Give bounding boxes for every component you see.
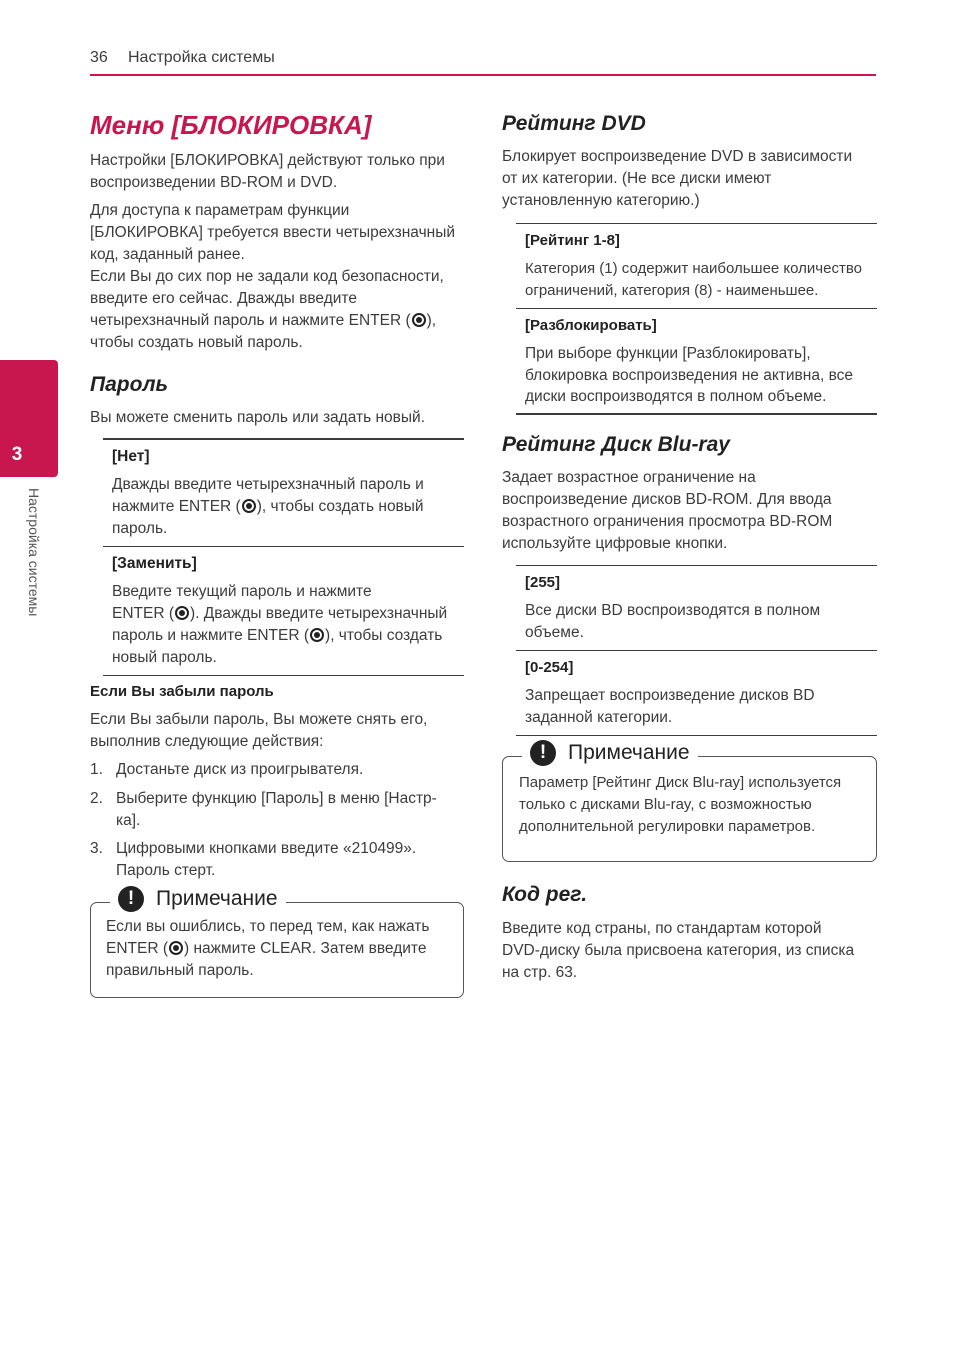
note-title: Примечание bbox=[568, 741, 690, 764]
enter-button-icon bbox=[242, 499, 256, 513]
table-row-rule bbox=[103, 546, 464, 547]
region-desc: DVD-диску была присвоена категория, из списка bbox=[502, 942, 855, 959]
bluray-desc: Задает возрастное ограничение на bbox=[502, 469, 756, 486]
option-change-desc: Введите текущий пароль и нажмите bbox=[112, 583, 372, 600]
intro-line bbox=[90, 310, 436, 332]
note-text bbox=[106, 938, 426, 960]
rating-label: [Рейтинг 1-8] bbox=[525, 232, 620, 249]
unlock-desc: При выборе функции [Разблокировать], bbox=[525, 345, 811, 362]
enter-button-icon bbox=[175, 606, 189, 620]
rating-desc: ограничений, категория (8) - наименьшее. bbox=[525, 282, 819, 299]
chapter-number: 3 bbox=[11, 444, 23, 465]
text-fragment: нажмите ENTER ( bbox=[112, 498, 241, 515]
password-desc: Вы можете сменить пароль или задать новый. bbox=[90, 409, 425, 426]
unlock-desc: диски воспроизводятся в полном объеме. bbox=[525, 388, 827, 405]
table-top-rule bbox=[103, 438, 464, 440]
bluray-desc: используйте цифровые кнопки. bbox=[502, 535, 728, 552]
r0254-desc: заданной категории. bbox=[525, 709, 673, 726]
option-none-desc bbox=[112, 496, 424, 518]
text-fragment: ), bbox=[426, 312, 437, 329]
header-rule bbox=[90, 74, 876, 76]
bluray-desc: возрастного ограничения просмотра BD-ROM bbox=[502, 513, 833, 530]
note-header bbox=[110, 885, 286, 913]
table-bottom-rule bbox=[103, 675, 464, 676]
exclamation-icon: ! bbox=[530, 740, 556, 766]
intro-line: Если Вы до сих пор не задали код безопасности, bbox=[90, 268, 444, 285]
unlock-label: [Разблокировать] bbox=[525, 317, 657, 334]
dvd-desc: Блокирует воспроизведение DVD в зависимости bbox=[502, 148, 853, 165]
text-fragment: пароль и нажмите ENTER ( bbox=[112, 627, 310, 644]
intro-line: воспроизведении BD-ROM и DVD. bbox=[90, 174, 338, 191]
table-top-rule bbox=[516, 565, 877, 566]
dvd-desc: установленную категорию.) bbox=[502, 192, 700, 209]
intro-line: код, заданный ранее. bbox=[90, 246, 245, 263]
enter-button-icon bbox=[310, 628, 324, 642]
table-top-rule bbox=[516, 223, 877, 224]
r0254-desc: Запрещает воспроизведение дисков BD bbox=[525, 687, 815, 704]
option-none-desc: пароль. bbox=[112, 520, 168, 537]
note-text: только с дисками Blu-ray, с возможностью bbox=[519, 796, 812, 813]
text-fragment: ENTER ( bbox=[106, 940, 168, 957]
enter-button-icon bbox=[169, 941, 183, 955]
option-change-label: [Заменить] bbox=[112, 555, 197, 572]
chapter-label: Настройка системы bbox=[26, 488, 42, 617]
table-row-rule bbox=[516, 308, 877, 309]
option-change-desc: новый пароль. bbox=[112, 649, 217, 666]
enter-button-icon bbox=[412, 313, 426, 327]
note-text: правильный пароль. bbox=[106, 962, 254, 979]
page-number: 36 bbox=[90, 49, 108, 66]
bluray-rating-heading: Рейтинг Диск Blu-ray bbox=[502, 433, 730, 456]
note-text: Если вы ошиблись, то перед тем, как нажать bbox=[106, 918, 430, 935]
forgot-heading: Если Вы забыли пароль bbox=[90, 683, 274, 700]
text-fragment: четырехзначный пароль и нажмите ENTER ( bbox=[90, 312, 411, 329]
intro-line: Настройки [БЛОКИРОВКА] действуют только при bbox=[90, 152, 445, 169]
intro-line: чтобы создать новый пароль. bbox=[90, 334, 303, 351]
table-row-rule bbox=[516, 650, 877, 651]
dvd-rating-heading: Рейтинг DVD bbox=[502, 112, 646, 135]
unlock-desc: блокировка воспроизведения не активна, все bbox=[525, 367, 854, 384]
bluray-desc: воспроизведение дисков BD-ROM. Для ввода bbox=[502, 491, 832, 508]
dvd-desc: от их категории. (Не все диски имеют bbox=[502, 170, 772, 187]
intro-line: введите его сейчас. Дважды введите bbox=[90, 290, 357, 307]
text-fragment: ENTER ( bbox=[112, 605, 174, 622]
table-bottom-rule bbox=[516, 735, 877, 736]
intro-line: Для доступа к параметрам функции bbox=[90, 202, 350, 219]
exclamation-icon: ! bbox=[118, 886, 144, 912]
r255-desc: объеме. bbox=[525, 624, 584, 641]
text-fragment: ) нажмите CLEAR. Затем введите bbox=[184, 940, 427, 957]
page-title: Меню [БЛОКИРОВКА] bbox=[90, 110, 372, 140]
forgot-desc: Если Вы забыли пароль, Вы можете снять его, bbox=[90, 711, 428, 728]
forgot-desc: выполнив следующие действия: bbox=[90, 733, 324, 750]
rating-desc: Категория (1) содержит наибольшее количество bbox=[525, 260, 862, 277]
r255-label: [255] bbox=[525, 574, 561, 591]
region-desc: на стр. 63. bbox=[502, 964, 578, 981]
intro-line: [БЛОКИРОВКА] требуется ввести четырехзначный bbox=[90, 224, 456, 241]
table-bottom-rule bbox=[516, 413, 877, 415]
option-none-desc: Дважды введите четырехзначный пароль и bbox=[112, 476, 424, 493]
step-number: 3. bbox=[90, 840, 103, 857]
note-text: дополнительной регулировки параметров. bbox=[519, 818, 816, 835]
step-number: 1. bbox=[90, 761, 103, 778]
option-none-label: [Нет] bbox=[112, 448, 150, 465]
note-header bbox=[522, 739, 698, 767]
step-text: ка]. bbox=[116, 812, 141, 829]
text-fragment: ). Дважды введите четырехзначный bbox=[190, 605, 448, 622]
step-text: Пароль стерт. bbox=[116, 862, 216, 879]
text-fragment: ), чтобы создать новый bbox=[256, 498, 424, 515]
password-heading: Пароль bbox=[90, 373, 168, 396]
r255-desc: Все диски BD воспроизводятся в полном bbox=[525, 602, 821, 619]
note-title: Примечание bbox=[156, 887, 278, 910]
step-text: Цифровыми кнопками введите «210499». bbox=[116, 840, 417, 857]
text-fragment: ), чтобы создать bbox=[325, 627, 443, 644]
r0254-label: [0-254] bbox=[525, 659, 574, 676]
option-change-desc bbox=[112, 603, 447, 625]
option-change-desc bbox=[112, 625, 442, 647]
step-text: Выберите функцию [Пароль] в меню [Настр- bbox=[116, 790, 437, 807]
step-number: 2. bbox=[90, 790, 103, 807]
step-text: Достаньте диск из проигрывателя. bbox=[116, 761, 364, 778]
note-text: Параметр [Рейтинг Диск Blu-ray] используется bbox=[519, 774, 842, 791]
section-title: Настройка системы bbox=[128, 49, 275, 66]
region-code-heading: Код рег. bbox=[502, 883, 588, 906]
region-desc: Введите код страны, по стандартам которой bbox=[502, 920, 822, 937]
